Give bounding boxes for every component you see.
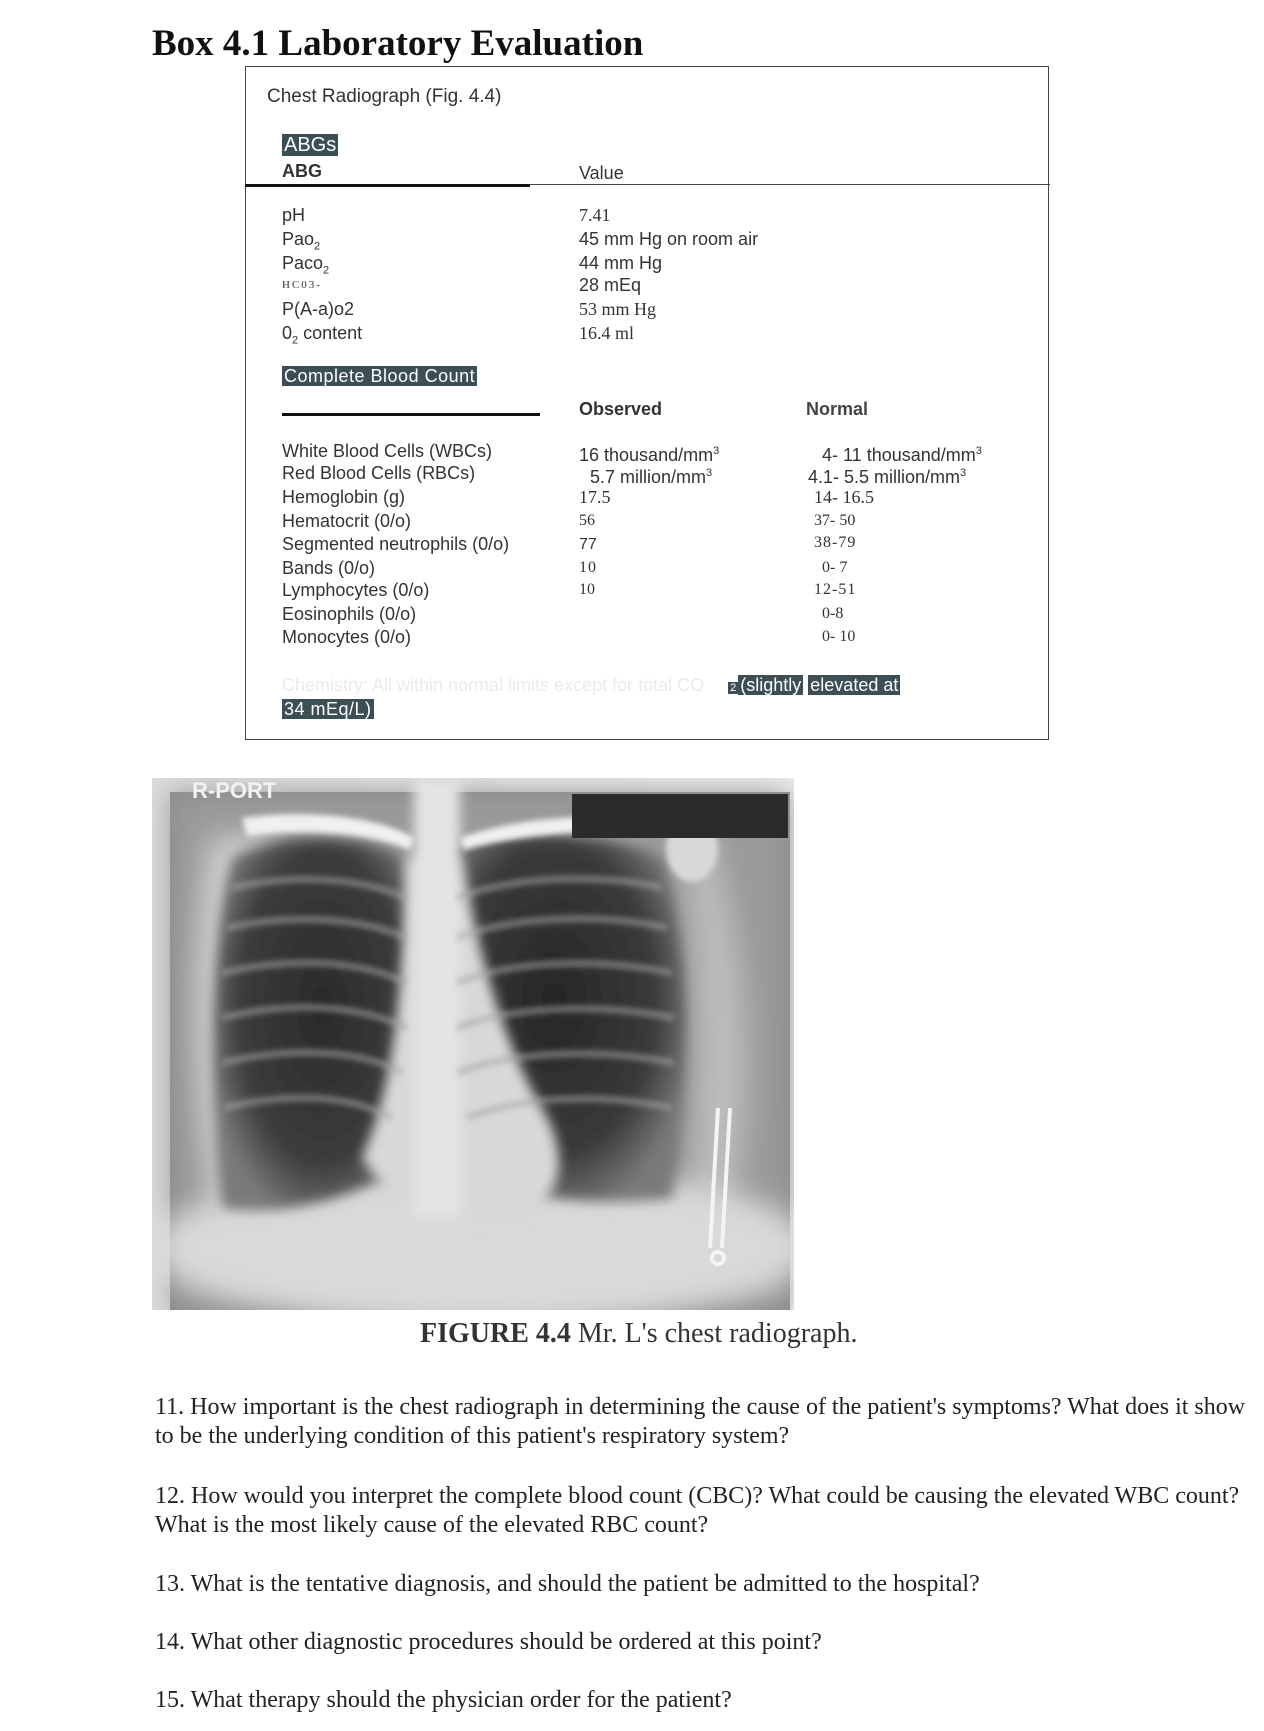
cbc-row-observed: 10 [579, 581, 595, 598]
chest-radiograph-reference: Chest Radiograph (Fig. 4.4) [267, 86, 502, 107]
cbc-row-label: White Blood Cells (WBCs) [282, 441, 493, 461]
cbc-row-normal: 14- 16.5 [814, 487, 874, 507]
abg-row-value: 45 mm Hg on room air [579, 229, 759, 249]
abg-row-value: 7.41 [579, 205, 611, 225]
question-12: 12. How would you interpret the complete blood count (CBC)? What could be causing the elevated WBC count? What is the most likely cause of the elevated RBC count? [155, 1483, 1240, 1538]
figure-caption [420, 1318, 857, 1350]
cbc-row-observed: 17.5 [579, 487, 611, 507]
cbc-row-observed: 77 [579, 536, 597, 553]
cbc-section-heading [282, 365, 477, 387]
lab-evaluation-box [245, 66, 1049, 740]
abg-row-label: P(A-a)o2 [282, 299, 355, 319]
abg-row-value: 44 mm Hg [579, 253, 663, 273]
cbc-row-normal: 4.1- 5.5 million/$mm^3$ [808, 467, 967, 487]
abg-column-header: ABG [282, 161, 322, 181]
cbc-row-observed: 10 [579, 559, 597, 576]
cbc-row-normal: 0- 7 [822, 559, 848, 576]
cbc-row-normal: 0-8 [822, 605, 844, 622]
abg-header-rule [530, 184, 1050, 185]
cbc-row-normal: 4- 11 thousand/$mm^3$ [822, 445, 982, 465]
chemistry-note-faded: Chemistry: All within normal limits except for total CO [282, 675, 705, 695]
abg-row-label: HC03- [282, 279, 322, 291]
abg-row-value: 16.4 ml [579, 323, 635, 343]
chemistry-note-highlight: elevated at [810, 675, 899, 695]
question-14: 14. What other diagnostic procedures should be ordered at this point? [155, 1629, 822, 1655]
cbc-row-label: Segmented neutrophils (0/o) [282, 534, 510, 554]
cbc-row-observed: 56 [579, 512, 595, 529]
cbc-row-normal: 37- 50 [814, 512, 856, 529]
cbc-row-label: Red Blood Cells (RBCs) [282, 463, 476, 483]
chemistry-note-highlight: (slightly [740, 675, 802, 695]
observed-column-header: Observed [579, 399, 663, 419]
cbc-row-observed: 16 thousand/$mm^3$ [579, 445, 720, 465]
abg-section-heading [282, 133, 338, 157]
cbc-header-rule [282, 413, 540, 416]
abg-row-label: Pao$_2$ [282, 229, 321, 253]
abg-row-value: 28 mEq [579, 275, 642, 295]
abg-row-label: $0_2$ content [282, 323, 363, 347]
cbc-row-label: Monocytes (0/o) [282, 627, 412, 647]
value-column-header: Value [579, 163, 624, 183]
cbc-heading-label: Complete Blood Count [284, 366, 476, 386]
chemistry-note-subscript: 2 [730, 682, 737, 694]
cbc-row-label: Lymphocytes (0/o) [282, 580, 430, 600]
cbc-row-label: Hematocrit (0/o) [282, 511, 412, 531]
chemistry-note-highlight: 34 mEq/L) [284, 699, 372, 719]
cbc-row-normal: 38-79 [814, 534, 857, 551]
question-11: 11. How important is the chest radiograph in determining the cause of the patient's symptoms? What does it show to be the underlying condition of this patient's respiratory system? [155, 1394, 1246, 1449]
abg-heading-label: ABGs [284, 134, 337, 156]
cbc-row-observed: 5.7 million/$mm^3$ [590, 467, 713, 487]
box-title: Box 4.1 Laboratory Evaluation [152, 23, 644, 64]
abg-header-rule [245, 184, 530, 187]
figure-caption-text: Mr. L's chest radiograph. [570, 1318, 858, 1349]
cbc-row-label: Bands (0/o) [282, 558, 376, 578]
abg-row-label: Paco$_2$ [282, 253, 330, 277]
cbc-row-normal: 0- 10 [822, 628, 856, 645]
abg-row-value: 53 mm Hg [579, 299, 657, 319]
cbc-row-label: Eosinophils (0/o) [282, 604, 417, 624]
question-15: 15. What therapy should the physician order for the patient? [155, 1687, 732, 1713]
cbc-row-label: Hemoglobin (g) [282, 487, 406, 507]
normal-column-header: Normal [806, 399, 869, 419]
chest-radiograph-image [152, 778, 794, 1310]
chemistry-note-continued [282, 699, 374, 720]
figure-caption-label: FIGURE 4.4 [420, 1318, 571, 1349]
chemistry-note [282, 675, 900, 696]
radiograph-marker: R-PORT [192, 778, 277, 803]
cbc-row-normal: 12-51 [814, 581, 857, 598]
question-13: 13. What is the tentative diagnosis, and should the patient be admitted to the hospital? [155, 1571, 980, 1597]
abg-row-label: pH [282, 205, 306, 225]
